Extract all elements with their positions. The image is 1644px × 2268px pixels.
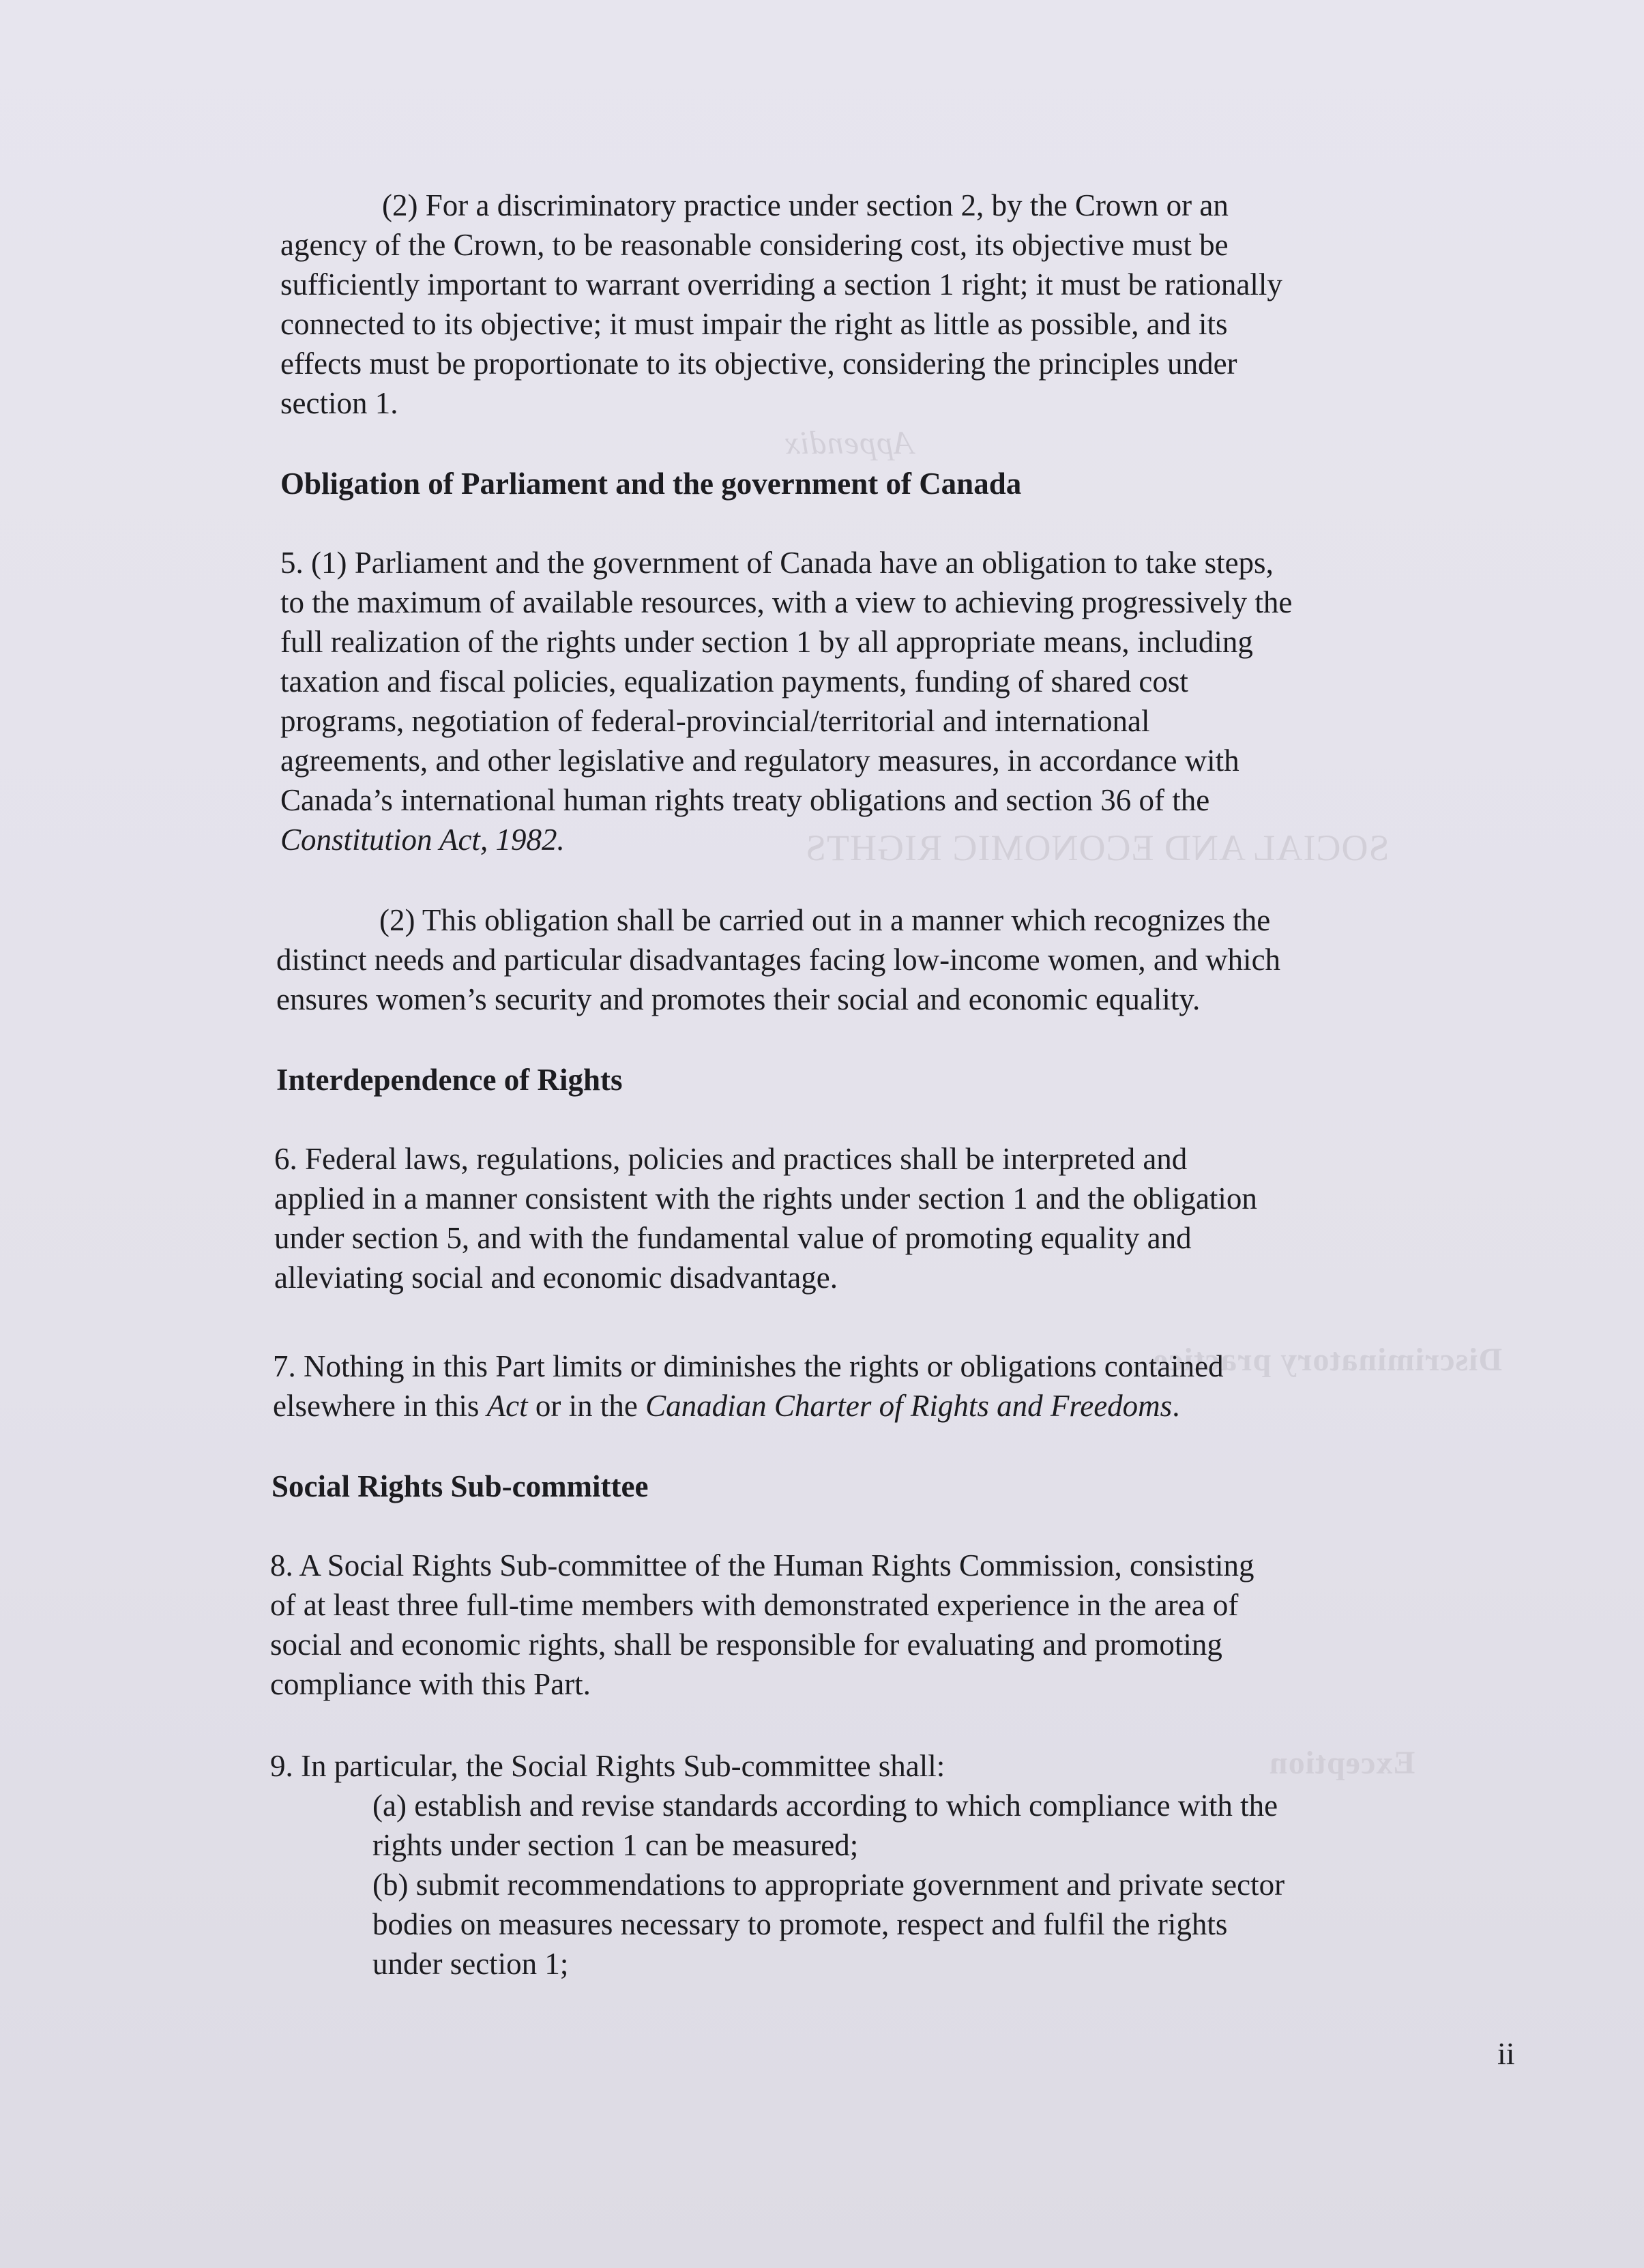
section-5-2-line: ensures women’s security and promotes their social and economic equality. — [276, 982, 1201, 1016]
section-4-2-line: (2) For a discriminatory practice under section 2, by the Crown or an — [382, 188, 1229, 222]
section-9-intro: 9. In particular, the Social Rights Sub-committee shall: — [270, 1749, 945, 1783]
section-4-2-line: sufficiently important to warrant overriding a section 1 right; it must be rationally — [280, 267, 1282, 301]
section-6-line: applied in a manner consistent with the rights under section 1 and the obligation — [274, 1181, 1257, 1216]
section-5-1-line: taxation and fiscal policies, equalization payments, funding of shared cost — [280, 664, 1188, 698]
section-5-1-line: to the maximum of available resources, with a view to achieving progressively the — [280, 585, 1293, 619]
heading-interdependence: Interdependence of Rights — [276, 1063, 623, 1097]
charter-reference: Canadian Charter of Rights and Freedoms — [645, 1389, 1173, 1423]
act-reference: Act — [486, 1389, 528, 1423]
section-4-2-line: effects must be proportionate to its objective, considering the principles under — [280, 347, 1237, 381]
bleed-through-text: Appendix — [784, 425, 914, 461]
section-7-line: 7. Nothing in this Part limits or diminishes the rights or obligations contained — [273, 1349, 1224, 1383]
section-4-2-line: section 1. — [280, 386, 398, 420]
heading-obligation: Obligation of Parliament and the government of Canada — [280, 467, 1022, 501]
section-9-item-line: (a) establish and revise standards according to which compliance with the — [372, 1788, 1278, 1823]
section-8-line: social and economic rights, shall be responsible for evaluating and promoting — [270, 1628, 1222, 1662]
section-6-line: 6. Federal laws, regulations, policies and practices shall be interpreted and — [274, 1142, 1188, 1176]
section-8-line: of at least three full-time members with demonstrated experience in the area of — [270, 1588, 1239, 1622]
section-9-item-line: (b) submit recommendations to appropriate government and private sector — [372, 1868, 1285, 1902]
section-5-2-line: distinct needs and particular disadvantages facing low-income women, and which — [276, 943, 1281, 977]
section-9-item-line: bodies on measures necessary to promote, respect and fulfil the rights — [372, 1907, 1228, 1941]
section-7-line — [273, 1386, 1179, 1426]
section-8-line: 8. A Social Rights Sub-committee of the Human Rights Commission, consisting — [270, 1548, 1254, 1582]
section-5-1-line: programs, negotiation of federal-provincial/territorial and international — [280, 704, 1150, 738]
section-7-text: . — [1172, 1389, 1180, 1423]
section-4-2-line: agency of the Crown, to be reasonable considering cost, its objective must be — [280, 228, 1229, 262]
section-8-line: compliance with this Part. — [270, 1667, 591, 1701]
constitution-act-citation: Constitution Act, 1982. — [280, 823, 565, 857]
section-5-1-line: 5. (1) Parliament and the government of Canada have an obligation to take steps, — [280, 546, 1274, 580]
heading-subcommittee: Social Rights Sub-committee — [271, 1469, 649, 1503]
bleed-through-text: Discriminatory practice — [1153, 1342, 1503, 1378]
section-5-1-line: Canada’s international human rights treaty obligations and section 36 of the — [280, 783, 1210, 817]
section-5-1-line: agreements, and other legislative and regulatory measures, in accordance with — [280, 743, 1239, 778]
section-7-text: elsewhere in this — [273, 1389, 487, 1423]
section-7-text: or in the — [527, 1389, 646, 1423]
section-4-2-line: connected to its objective; it must impair the right as little as possible, and its — [280, 307, 1228, 341]
section-6-line: under section 5, and with the fundamental value of promoting equality and — [274, 1221, 1192, 1255]
bleed-through-text: SOCIAL AND ECONOMIC RIGHTS — [805, 827, 1390, 868]
page-number: ii — [1497, 2036, 1515, 2071]
section-9-item-line: under section 1; — [372, 1947, 569, 1981]
section-9-item-line: rights under section 1 can be measured; — [372, 1828, 859, 1862]
section-5-2-line: (2) This obligation shall be carried out in a manner which recognizes the — [379, 903, 1271, 937]
bleed-through-text: Exception — [1269, 1745, 1415, 1781]
section-5-1-line: full realization of the rights under section 1 by all appropriate means, including — [280, 625, 1253, 659]
section-6-line: alleviating social and economic disadvantage. — [274, 1261, 838, 1295]
